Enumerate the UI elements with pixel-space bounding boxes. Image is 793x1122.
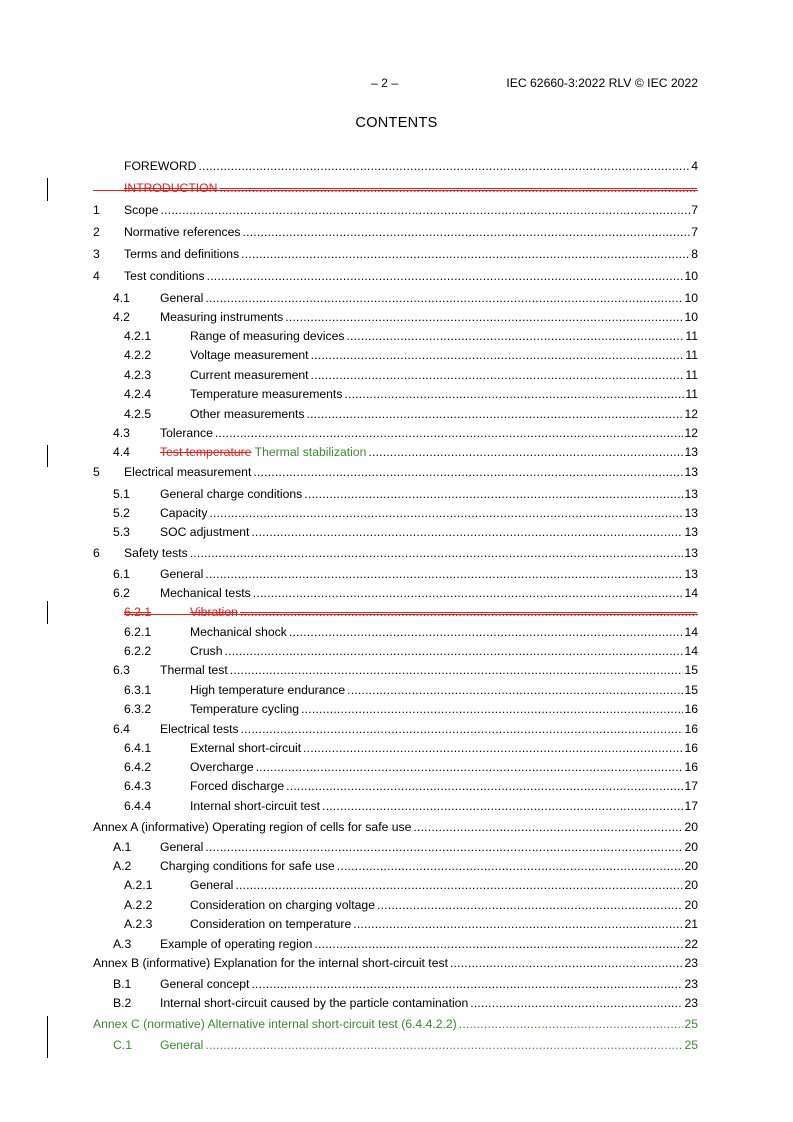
toc-entry-number: A.2.2 [124,898,153,912]
toc-entry-title: Terms and definitions [124,247,240,261]
toc-entry[interactable] [124,896,698,914]
toc-entry-title: Mechanical tests [160,586,251,600]
toc-entry[interactable] [124,642,698,660]
dot-leader [289,623,684,641]
toc-entry-page: 23 [684,996,698,1010]
toc-entry-number: A.3 [113,937,132,951]
toc-entry-number: 5.1 [113,487,130,501]
toc-entry-page: 22 [684,937,698,951]
toc-entry[interactable] [93,463,698,481]
toc-entry[interactable] [113,424,698,442]
toc-entry-title: General [160,840,204,854]
toc-entry-title: Other measurements [190,407,305,421]
toc-entry-title: Mechanical shock [190,625,287,639]
dot-leader [322,797,683,815]
toc-entry-title: General [160,291,204,305]
toc-entry[interactable] [93,201,698,219]
toc-entry-page: 13 [684,506,698,520]
change-bar [47,1016,48,1058]
toc-entry-page: 13 [684,546,698,560]
toc-entry-number: 6.2 [113,586,130,600]
dot-leader [243,223,691,241]
toc-entry-number: 6.3.1 [124,683,152,697]
dot-leader [368,443,683,461]
toc-entry[interactable] [113,975,698,993]
toc-entry[interactable] [124,700,698,718]
toc-entry[interactable] [124,758,698,776]
toc-entry-page: 25 [684,1017,698,1031]
toc-entry[interactable] [113,1036,698,1054]
toc-entry-number: B.2 [113,996,132,1010]
dot-leader [413,818,683,836]
dot-leader [347,681,683,699]
toc-entry-number: A.2.3 [124,917,153,931]
toc-entry[interactable] [124,405,698,423]
toc-entry-title: Overcharge [190,760,254,774]
toc-entry-page: 14 [684,586,698,600]
toc-entry[interactable] [124,915,698,933]
toc-entry-number: 1 [93,203,100,217]
toc-entry[interactable] [113,565,698,583]
toc-entry[interactable] [124,797,698,815]
toc-entry-number: 4.2.4 [124,387,152,401]
toc-entry-title: Measuring instruments [160,310,284,324]
dot-leader [241,245,690,263]
toc-entry-title: Capacity [160,506,208,520]
toc-entry-title: Temperature measurements [190,387,343,401]
toc-entry-number: 4.2.2 [124,348,152,362]
toc-entry-title: Annex A (informative) Operating region of cells for safe use [93,820,412,834]
toc-entry[interactable] [124,366,698,384]
dot-leader [241,720,684,738]
toc-entry[interactable] [93,157,698,175]
page-header [0,76,793,92]
toc-entry-page: 16 [684,741,698,755]
dot-leader [225,642,684,660]
dot-leader [215,424,684,442]
toc-entry[interactable] [124,876,698,894]
toc-entry[interactable] [93,954,698,972]
toc-entry-title: Tolerance [160,426,213,440]
toc-entry[interactable] [93,818,698,836]
toc-entry-number: 6.2.1 [124,605,152,619]
dot-leader [161,201,691,219]
toc-entry-page: 10 [684,291,698,305]
dot-leader [230,661,684,679]
toc-entry[interactable] [93,544,698,562]
toc-entry-page: 13 [684,525,698,539]
toc-entry-page: 15 [684,663,698,677]
toc-entry-title: External short-circuit [190,741,302,755]
dot-leader [205,1036,683,1054]
dot-leader [190,544,684,562]
toc-entry-title: FOREWORD [124,159,197,173]
toc-entry-page: 16 [684,702,698,716]
change-bar [47,445,48,467]
toc-entry-title: General charge conditions [160,487,303,501]
dot-leader [240,603,697,621]
toc-entry-page: 20 [684,820,698,834]
dot-leader [311,346,685,364]
dot-leader [311,366,685,384]
toc-entry-number: A.2 [113,859,132,873]
toc-entry[interactable] [93,245,698,263]
page-title: CONTENTS [355,115,438,131]
toc-entry-title: General [160,567,204,581]
toc-entry-number: 4.4 [113,445,130,459]
toc-entry-title: Electrical tests [160,722,239,736]
dot-leader [344,385,684,403]
toc-entry-number: 4.2 [113,310,130,324]
dot-leader [470,994,683,1012]
toc-entry-page: 21 [684,917,698,931]
toc-entry-number: 6.4.3 [124,779,152,793]
toc-entry-page: 8 [691,247,698,261]
toc-entry-title: Vibration [190,605,238,619]
toc-entry-title: Safety tests [124,546,188,560]
dot-leader [198,157,690,175]
toc-entry-page: 17 [684,799,698,813]
dot-leader [306,405,683,423]
toc-entry-title: Example of operating region [160,937,313,951]
toc-entry[interactable] [93,223,698,241]
toc-entry-number: B.1 [113,977,132,991]
dot-leader [286,777,683,795]
toc-entry-page: 13 [684,487,698,501]
toc-entry[interactable] [113,994,698,1012]
toc-entry-number: C.1 [113,1038,132,1052]
toc-entry-page: 16 [684,760,698,774]
page-number: – 2 – [371,76,399,90]
toc-entry-number: 6.3.2 [124,702,152,716]
toc-entry-page: 13 [684,567,698,581]
toc-entry[interactable] [93,179,698,197]
toc-entry[interactable] [124,603,698,621]
toc-entry[interactable] [113,661,698,679]
toc-entry-number: 6.4.1 [124,741,152,755]
toc-entry-title: General concept [160,977,250,991]
toc-entry-number: 6 [93,546,100,560]
toc-entry[interactable] [113,443,698,461]
toc-entry-title: Electrical measurement [124,465,252,479]
toc-entry-number: 6.4.2 [124,760,152,774]
toc-entry[interactable] [124,385,698,403]
toc-entry-page: 25 [684,1038,698,1052]
toc-entry-number: A.1 [113,840,132,854]
toc-entry[interactable] [124,739,698,757]
toc-entry-number: 4.3 [113,426,130,440]
dot-leader [253,584,684,602]
toc-entry-title: Forced discharge [190,779,285,793]
dot-leader [353,915,683,933]
toc-entry-page: 23 [684,977,698,991]
dot-leader [205,565,683,583]
toc-entry-title: Test conditions [124,269,205,283]
toc-entry[interactable] [113,485,698,503]
toc-entry[interactable] [124,777,698,795]
toc-entry-title: Annex B (informative) Explanation for the internal short-circuit test [93,956,448,970]
toc-entry-title: SOC adjustment [160,525,250,539]
toc-entry-title: General [160,1038,204,1052]
toc-entry-page: 13 [684,465,698,479]
toc-entry-title: Scope [124,203,159,217]
toc-entry-number: 6.2.2 [124,644,152,658]
toc-entry-page: 7 [691,225,698,239]
dot-leader [205,289,683,307]
toc-entry-number: 6.4.4 [124,799,152,813]
dot-leader [251,975,683,993]
toc-entry[interactable] [113,857,698,875]
toc-entry-page: 20 [684,898,698,912]
toc-entry-title: Consideration on charging voltage [190,898,375,912]
toc-entry[interactable] [113,289,698,307]
toc-entry[interactable] [124,681,698,699]
toc-entry-page: 20 [684,859,698,873]
toc-entry-page: 11 [685,329,698,343]
toc-entry-page: 10 [684,310,698,324]
toc-entry[interactable] [124,623,698,641]
toc-entry-number: 6.2.1 [124,625,152,639]
toc-entry-title: Charging conditions for safe use [160,859,335,873]
toc-entry[interactable] [113,935,698,953]
toc-entry-number: 5 [93,465,100,479]
dot-leader [285,308,683,326]
document-id: IEC 62660-3:2022 RLV © IEC 2022 [506,76,698,90]
toc-entry-number: 4.2.1 [124,329,152,343]
dot-leader [207,267,684,285]
toc-entry-number: 6.1 [113,567,130,581]
toc-entry[interactable] [93,1015,698,1033]
toc-entry[interactable] [113,838,698,856]
toc-entry-title: Current measurement [190,368,309,382]
change-bar [47,178,48,201]
toc-entry-page: 14 [684,644,698,658]
toc-entry-page: 7 [691,203,698,217]
dot-leader [303,739,683,757]
dot-leader [256,758,684,776]
toc-entry-number: 6.4 [113,722,130,736]
toc-entry[interactable] [124,327,698,345]
toc-entry-page: 11 [685,348,698,362]
toc-entry-title: Voltage measurement [190,348,309,362]
toc-entry-page: 10 [684,269,698,283]
dot-leader [219,179,697,197]
dot-leader [346,327,684,345]
toc-entry-title: Thermal test [160,663,228,677]
inserted-text: Thermal stabilization [254,445,367,459]
toc-entry[interactable] [93,267,698,285]
change-bar [47,601,48,624]
toc-entry-number: 4.2.3 [124,368,152,382]
toc-entry-page: 16 [684,722,698,736]
toc-entry-number: A.2.1 [124,878,153,892]
toc-entry-page: 15 [684,683,698,697]
toc-entry-number: 4.1 [113,291,130,305]
toc-entry-page: 12 [684,426,698,440]
dot-leader [209,504,683,522]
toc-entry-number: 6.3 [113,663,130,677]
dot-leader [450,954,683,972]
toc-entry-number: 5.2 [113,506,130,520]
toc-entry-number: 4.2.5 [124,407,152,421]
toc-entry-page: 11 [685,387,698,401]
toc-entry[interactable] [113,523,698,541]
toc-entry[interactable] [124,346,698,364]
dot-leader [314,935,683,953]
dot-leader [304,485,683,503]
toc-entry-number: 4 [93,269,100,283]
toc-entry-page: 11 [685,368,698,382]
toc-entry[interactable] [113,504,698,522]
toc-entry[interactable] [113,308,698,326]
toc-entry-page: 23 [684,956,698,970]
dot-leader [235,876,683,894]
toc-entry-title: General [190,878,234,892]
toc-entry-title: Range of measuring devices [190,329,345,343]
toc-entry-title: Temperature cycling [190,702,300,716]
toc-entry-title: High temperature endurance [190,683,346,697]
toc-entry[interactable] [113,584,698,602]
toc-entry-title: Annex C (normative) Alternative internal short-circuit test (6.4.4.2.2) [93,1017,457,1031]
dot-leader [377,896,683,914]
toc-entry-title: Internal short-circuit caused by the particle contamination [160,996,469,1010]
toc-entry-title: INTRODUCTION [124,181,218,195]
toc-entry-page: 12 [684,407,698,421]
toc-entry-page: 17 [684,779,698,793]
toc-entry-page: 13 [684,445,698,459]
dot-leader [205,838,683,856]
deleted-text: Test temperature [160,445,252,459]
toc-entry[interactable] [113,720,698,738]
dot-leader [459,1015,684,1033]
toc-entry-page: 20 [684,878,698,892]
toc-entry-number: 2 [93,225,100,239]
toc-entry-title [160,443,368,461]
toc-entry-title: Internal short-circuit test [190,799,321,813]
dot-leader [337,857,684,875]
dot-leader [301,700,683,718]
toc-entry-title: Consideration on temperature [190,917,352,931]
toc-entry-number: 3 [93,247,100,261]
toc-entry-title: Normative references [124,225,241,239]
dot-leader [251,523,683,541]
toc-entry-page: 4 [691,159,698,173]
toc-entry-title: Crush [190,644,223,658]
toc-entry-page: 20 [684,840,698,854]
dot-leader [253,463,683,481]
toc-entry-page: 14 [684,625,698,639]
toc-entry-number: 5.3 [113,525,130,539]
